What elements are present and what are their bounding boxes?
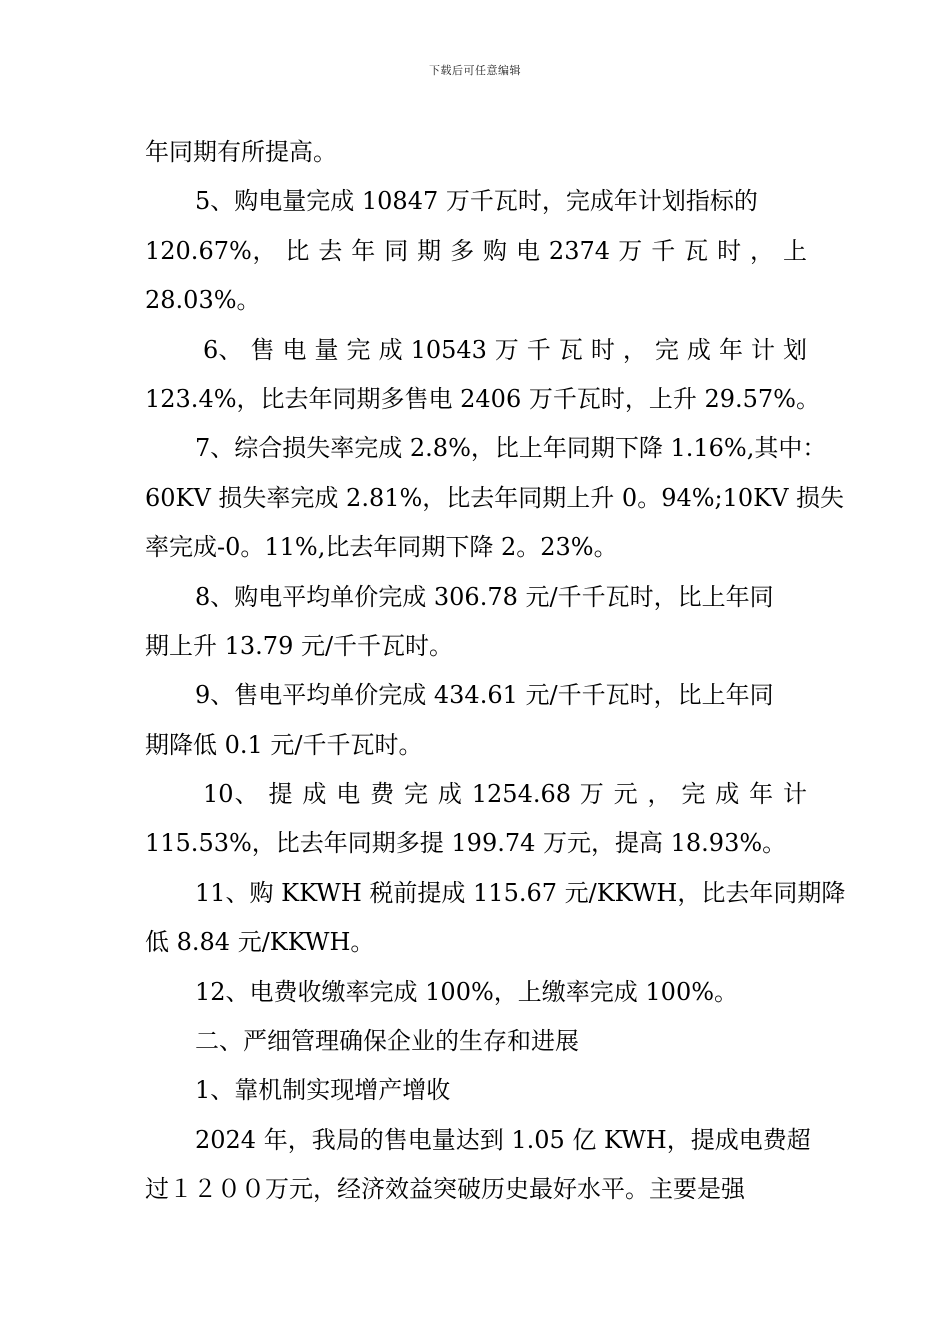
- text-line: 120.67%， 比 去 年 同 期 多 购 电 2374 万 千 瓦 时 ， 上: [145, 236, 807, 265]
- subsection-heading: 1、靠机制实现增产增收: [195, 1076, 451, 1105]
- page-header: 下载后可任意编辑: [429, 64, 521, 77]
- text-line: 60KV 损失率完成 2.81%，比去年同期上升 0。94%;10KV 损失: [145, 483, 845, 512]
- text-line: 期上升 13.79 元/千千瓦时。: [145, 631, 454, 660]
- text-line: 过１２００万元，经济效益突破历史最好水平。主要是强: [145, 1175, 745, 1204]
- text-line: 9、售电平均单价完成 434.61 元/千千瓦时，比上年同: [195, 681, 774, 710]
- text-line: 年同期有所提高。: [145, 138, 337, 166]
- text-line: 期降低 0.1 元/千千瓦时。: [145, 730, 423, 759]
- text-line: 5、购电量完成 10847 万千瓦时，完成年计划指标的: [195, 187, 758, 216]
- text-line: 7、综合损失率完成 2.8%，比上年同期下降 1.16%,其中：: [195, 434, 827, 463]
- text-line: 123.4%，比去年同期多售电 2406 万千瓦时，上升 29.57%。: [145, 384, 820, 413]
- document-body: [145, 128, 846, 1215]
- text-line: 率完成-0。11%,比去年同期下降 2。23%。: [145, 533, 618, 562]
- section-heading: 二、严细管理确保企业的生存和进展: [195, 1027, 579, 1056]
- text-line: 8、购电平均单价完成 306.78 元/千千瓦时，比上年同: [195, 582, 774, 611]
- text-line: 11、购 KKWH 税前提成 115.67 元/KKWH，比去年同期降: [195, 878, 846, 907]
- text-line: 115.53%，比去年同期多提 199.74 万元，提高 18.93%。: [145, 829, 787, 858]
- text-line: 28.03%。: [145, 286, 261, 315]
- text-line: 12、电费收缴率完成 100%，上缴率完成 100%。: [195, 977, 739, 1006]
- text-line: 10、 提 成 电 费 完 成 1254.68 万 元 ， 完 成 年 计: [203, 780, 807, 809]
- text-line: 2024 年，我局的售电量达到 1.05 亿 KWH，提成电费超: [195, 1125, 811, 1154]
- text-line: 6、 售 电 量 完 成 10543 万 千 瓦 时 ， 完 成 年 计 划: [203, 335, 807, 364]
- text-line: 低 8.84 元/KKWH。: [145, 928, 375, 957]
